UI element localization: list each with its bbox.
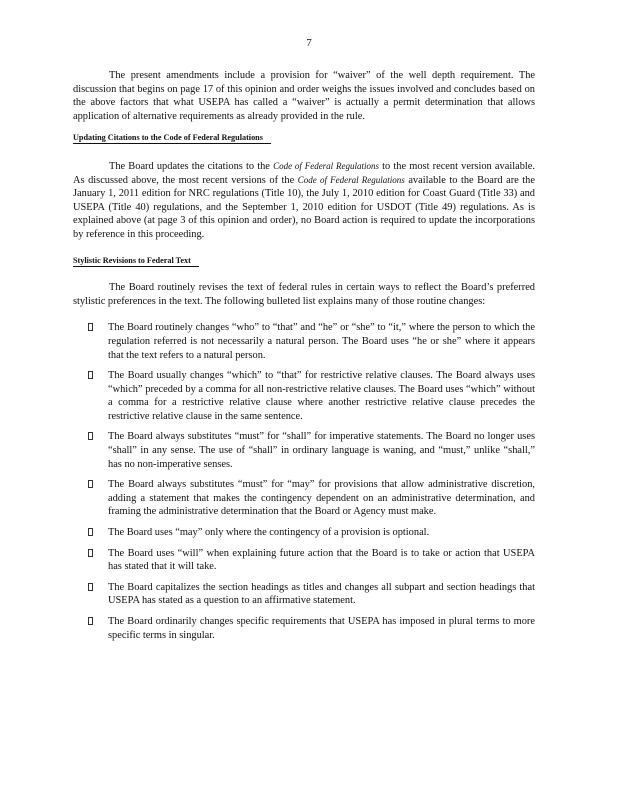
- bullet-icon: [88, 617, 93, 625]
- list-item: The Board capitalizes the section headings as titles and changes all subpart and section headings that USEPA has stated as a question to an affirmative statement.: [73, 581, 535, 608]
- list-item: The Board uses “may” only where the contingency of a provision is optional.: [73, 526, 535, 540]
- document-body: [73, 69, 535, 649]
- bullet-icon: [88, 583, 93, 591]
- list-item: The Board uses “will” when explaining future action that the Board is to take or action that USEPA has stated that it will take.: [73, 547, 535, 574]
- page-number: 7: [306, 37, 312, 49]
- bullet-icon: [88, 323, 93, 331]
- bullet-icon: [88, 371, 93, 379]
- citations-paragraph: [73, 160, 535, 242]
- list-item: The Board usually changes “which” to “that” for restrictive relative clauses. The Board always uses “which” preceded by a comma for all non-restrictive relative clauses. The Board uses “which” without a comma for a restrictive relative clause where another restrictive relative clause precedes the restrictive relative clause in the same sentence.: [73, 369, 535, 423]
- cfr-title-italic: Code of Federal Regulations: [273, 160, 379, 171]
- list-item: The Board always substitutes “must” for “shall” for imperative statements. The Board no longer uses “shall” in any sense. The use of “shall” in ordinary language is waning, and “must,” unlike “shall,” has no non-imperative senses.: [73, 430, 535, 471]
- bullet-icon: [88, 432, 93, 440]
- cfr-title-italic: Code of Federal Regulations: [297, 174, 405, 185]
- intro-paragraph: The present amendments include a provision for “waiver” of the well depth requirement. The discussion that begins on page 17 of this opinion and order weighs the issues involved and concludes based on the above factors that what USEPA has called a “waiver” is actually a permit determination that allows application of alternative requirements as already provided in the rule.: [73, 70, 535, 122]
- list-item: The Board always substitutes “must” for “may” for provisions that allow administrative discretion, adding a statement that makes the contingency dependent on an administrative determination, and framing the administrative determination that the Board or Agency must make.: [73, 478, 535, 519]
- citations-text-c: available to the Board are the January 1, 2011 edition for NRC regulations (Title 10), the July 1, 2010 edition for Coast Guard (Title 33) and USEPA (Title 40) regulations, and the September 1, 2010 edition for USDOT (Title 49) regulations. As is explained above (at page 3 of this opinion and order), no Board action is required to update the incorporations by reference in this proceeding.: [73, 174, 535, 240]
- citations-text-b: to the most recent version available. As discussed above, the most recent versions of the: [73, 160, 535, 186]
- citations-text-a: The Board updates the citations to the: [109, 160, 274, 172]
- list-item: The Board ordinarily changes specific requirements that USEPA has imposed in plural terms to more specific terms in singular.: [73, 615, 535, 642]
- section-heading-updating-citations: Updating Citations to the Code of Federal Regulations: [73, 132, 271, 144]
- section-heading-stylistic-revisions: Stylistic Revisions to Federal Text: [73, 255, 199, 267]
- stylistic-intro-paragraph: The Board routinely revises the text of federal rules in certain ways to reflect the Board’s preferred stylistic preferences in the text. The following bulleted list explains many of those routine changes:: [73, 282, 535, 307]
- stylistic-changes-list: [73, 321, 535, 642]
- bullet-icon: [88, 480, 93, 488]
- list-item: The Board routinely changes “who” to “that” and “he” or “she” to “it,” where the person to which the regulation referred is not necessarily a natural person. The Board uses “he or she” where it appears that the text refers to a natural person.: [73, 321, 535, 362]
- bullet-icon: [88, 549, 93, 557]
- bullet-icon: [88, 528, 93, 536]
